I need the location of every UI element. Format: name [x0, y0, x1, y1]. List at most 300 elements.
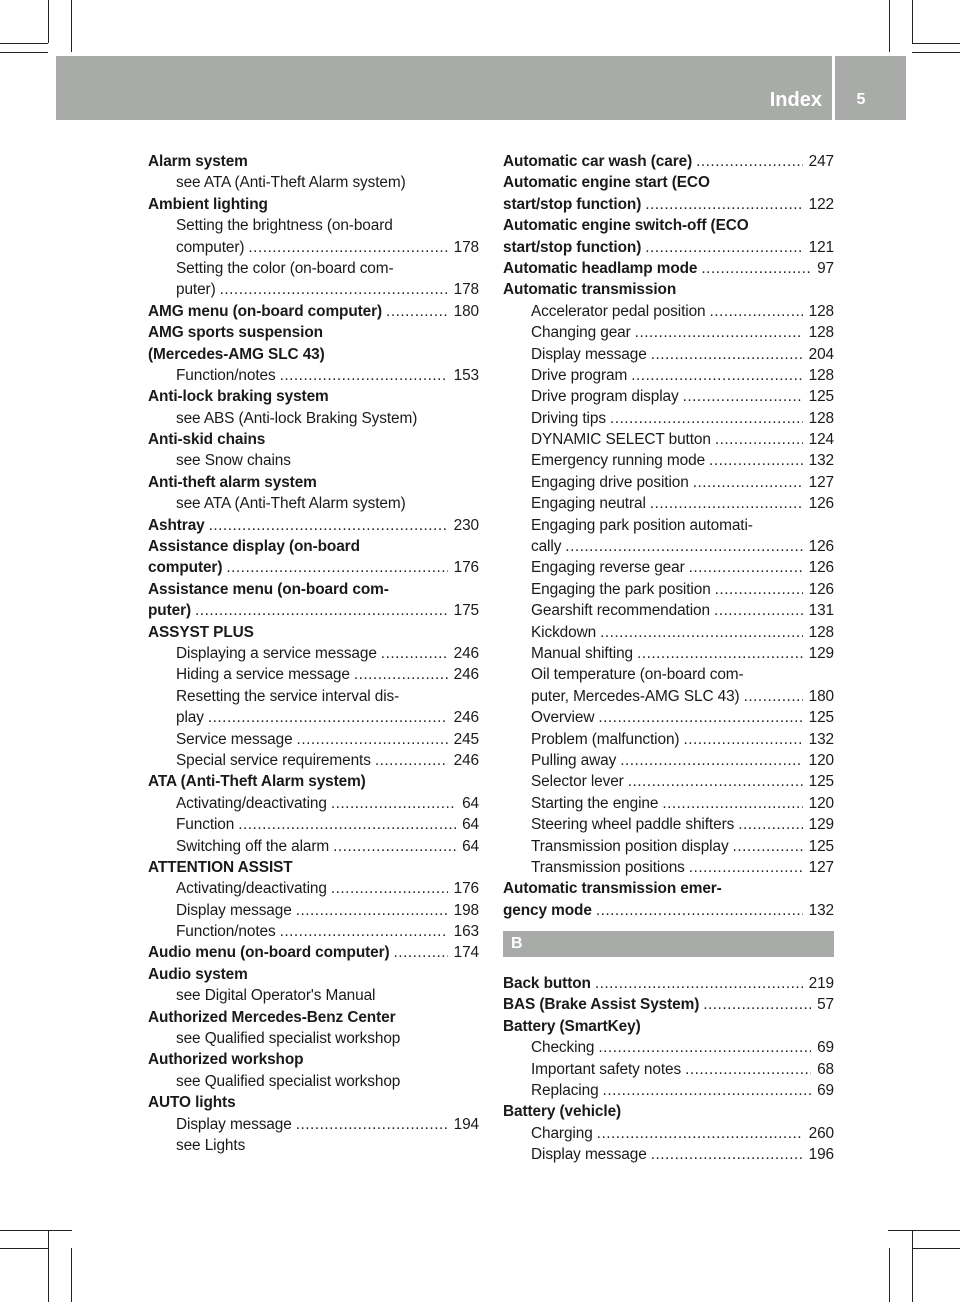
leader-dots — [744, 686, 803, 707]
index-subentry[interactable] — [503, 1037, 834, 1058]
leader-dots — [354, 664, 448, 685]
index-column-left — [148, 151, 479, 1156]
index-entry — [148, 579, 479, 600]
page-reference[interactable]: 245 — [453, 730, 479, 748]
page-reference[interactable]: 180 — [808, 687, 834, 705]
entry-text: Audio menu (on-board computer) — [148, 944, 390, 962]
index-subentry[interactable] — [503, 322, 834, 343]
crop-mark — [889, 0, 890, 52]
entry-text: Gearshift recommendation — [531, 602, 710, 620]
page-reference[interactable]: 246 — [453, 751, 479, 769]
entry-text: Battery (SmartKey) — [503, 1017, 641, 1035]
entry-text: computer) — [148, 559, 223, 577]
page-reference[interactable]: 128 — [808, 302, 834, 320]
crop-mark — [0, 43, 48, 44]
index-entry — [148, 1049, 479, 1070]
index-entry[interactable] — [503, 994, 834, 1015]
leader-dots — [715, 579, 803, 600]
leader-dots — [662, 793, 802, 814]
index-subentry[interactable] — [148, 365, 479, 386]
entry-text: Special service requirements — [176, 751, 371, 769]
index-subentry — [148, 493, 479, 514]
index-entry[interactable] — [503, 258, 834, 279]
leader-dots — [220, 279, 448, 300]
page-reference[interactable]: 126 — [808, 538, 834, 556]
crop-mark — [48, 0, 49, 43]
page-reference[interactable]: 178 — [453, 238, 479, 256]
page-reference[interactable]: 122 — [808, 195, 834, 213]
crop-mark — [888, 1230, 960, 1231]
index-subentry[interactable] — [503, 729, 834, 750]
crop-mark — [0, 52, 48, 53]
entry-text: Engaging drive position — [531, 473, 689, 491]
entry-text: Setting the brightness (on-board — [176, 217, 393, 235]
index-subentry[interactable] — [148, 900, 479, 921]
entry-text: see ATA (Anti-Theft Alarm system) — [176, 495, 406, 513]
index-subentry[interactable] — [503, 1080, 834, 1101]
leader-dots — [296, 900, 448, 921]
leader-dots — [693, 472, 803, 493]
entry-text: Automatic engine start (ECO — [503, 174, 710, 192]
page-reference[interactable]: 124 — [808, 431, 834, 449]
crop-mark — [912, 1230, 913, 1302]
entry-text: Checking — [531, 1039, 595, 1057]
leader-dots — [226, 557, 447, 578]
leader-dots — [375, 750, 448, 771]
leader-dots — [628, 771, 803, 792]
entry-text: Engaging reverse gear — [531, 559, 685, 577]
index-entry — [503, 1016, 834, 1037]
index-entry[interactable] — [148, 557, 479, 578]
crop-mark — [71, 1248, 72, 1302]
index-entry[interactable] — [148, 301, 479, 322]
index-subentry — [148, 172, 479, 193]
entry-text: see ATA (Anti-Theft Alarm system) — [176, 174, 406, 192]
leader-dots — [631, 365, 802, 386]
index-entry[interactable] — [148, 515, 479, 536]
index-subentry[interactable] — [148, 793, 479, 814]
index-subentry[interactable] — [503, 301, 834, 322]
page-reference[interactable]: 126 — [808, 559, 834, 577]
page-reference[interactable]: 196 — [808, 1146, 834, 1164]
entry-text: see Lights — [176, 1136, 246, 1154]
index-subentry[interactable] — [148, 664, 479, 685]
entry-text: gency mode — [503, 901, 592, 919]
page-reference[interactable]: 120 — [808, 794, 834, 812]
index-subentry — [148, 408, 479, 429]
page-reference[interactable]: 174 — [453, 944, 479, 962]
leader-dots — [689, 857, 803, 878]
index-subentry[interactable] — [503, 814, 834, 835]
entry-text: see Digital Operator's Manual — [176, 987, 376, 1005]
entry-text: Switching off the alarm — [176, 837, 330, 855]
index-subentry[interactable] — [503, 686, 834, 707]
index-entry — [148, 194, 479, 215]
page-reference[interactable]: 132 — [808, 452, 834, 470]
index-subentry[interactable] — [503, 450, 834, 471]
entry-text: Selector lever — [531, 773, 624, 791]
index-entry[interactable] — [148, 600, 479, 621]
page-title: Index — [769, 89, 822, 111]
entry-text: Charging — [531, 1124, 593, 1142]
index-entry — [503, 1101, 834, 1122]
leader-dots — [598, 1037, 811, 1058]
index-entry[interactable] — [503, 973, 834, 994]
page-number: 5 — [856, 91, 866, 108]
entry-text: see Qualified specialist workshop — [176, 1030, 401, 1048]
leader-dots — [209, 515, 448, 536]
page-reference[interactable]: 128 — [808, 409, 834, 427]
index-entry — [148, 1007, 479, 1028]
entry-text: Driving tips — [531, 409, 606, 427]
leader-dots — [709, 450, 803, 471]
index-subentry[interactable] — [503, 643, 834, 664]
leader-dots — [331, 878, 448, 899]
entry-text: Setting the color (on-board com- — [176, 259, 394, 277]
index-subentry — [148, 450, 479, 471]
entry-text: Authorized Mercedes-Benz Center — [148, 1008, 396, 1026]
index-entry — [148, 771, 479, 792]
leader-dots — [701, 258, 811, 279]
leader-dots — [394, 942, 448, 963]
index-subentry[interactable] — [503, 750, 834, 771]
index-entry[interactable] — [148, 942, 479, 963]
index-subentry[interactable] — [148, 878, 479, 899]
leader-dots — [650, 493, 803, 514]
page-reference[interactable]: 57 — [817, 996, 834, 1014]
entry-text: Alarm system — [148, 153, 248, 170]
page-reference[interactable]: 219 — [808, 975, 834, 993]
entry-text: Transmission position display — [531, 837, 729, 855]
index-subentry[interactable] — [148, 836, 479, 857]
entry-text: Activating/deactivating — [176, 880, 327, 898]
page-reference[interactable]: 131 — [808, 602, 834, 620]
index-subentry — [148, 215, 479, 236]
index-subentry[interactable] — [503, 857, 834, 878]
index-subentry[interactable] — [503, 1059, 834, 1080]
entry-text: Engaging the park position — [531, 580, 711, 598]
entry-text: Battery (vehicle) — [503, 1103, 622, 1121]
index-subentry[interactable] — [148, 643, 479, 664]
entry-text: Anti-skid chains — [148, 431, 266, 449]
page-reference[interactable]: 120 — [808, 751, 834, 769]
leader-dots — [683, 386, 803, 407]
page-reference[interactable]: 153 — [453, 366, 479, 384]
index-subentry — [503, 515, 834, 536]
index-subentry[interactable] — [148, 750, 479, 771]
page-reference[interactable]: 246 — [453, 666, 479, 684]
entry-text: puter) — [148, 602, 192, 620]
page-reference[interactable]: 121 — [808, 238, 834, 256]
index-subentry[interactable] — [503, 557, 834, 578]
entry-text: Overview — [531, 709, 595, 727]
entry-text: computer) — [176, 238, 245, 256]
entry-text: see Qualified specialist workshop — [176, 1072, 401, 1090]
index-subentry[interactable] — [503, 472, 834, 493]
leader-dots — [280, 365, 448, 386]
crop-mark — [912, 52, 960, 53]
entry-text: start/stop function) — [503, 195, 642, 213]
entry-text: Function/notes — [176, 923, 276, 941]
entry-text: Assistance display (on-board — [148, 538, 360, 556]
page-reference[interactable]: 129 — [808, 816, 834, 834]
entry-text: Ashtray — [148, 516, 205, 534]
page-reference[interactable]: 163 — [453, 923, 479, 941]
leader-dots — [208, 707, 448, 728]
page-reference[interactable]: 247 — [808, 153, 834, 170]
leader-dots — [598, 707, 802, 728]
entry-text: Display message — [176, 1115, 292, 1133]
entry-text: Hiding a service message — [176, 666, 350, 684]
entry-text: Starting the engine — [531, 794, 659, 812]
leader-dots — [596, 900, 803, 921]
index-subentry — [148, 686, 479, 707]
index-entry — [148, 964, 479, 985]
leader-dots — [738, 814, 802, 835]
page-reference[interactable]: 126 — [808, 495, 834, 513]
crop-mark — [889, 1248, 890, 1302]
index-subentry[interactable] — [503, 771, 834, 792]
leader-dots — [238, 814, 456, 835]
index-entry[interactable] — [503, 151, 834, 172]
index-subentry[interactable] — [503, 365, 834, 386]
page-reference[interactable]: 194 — [453, 1115, 479, 1133]
index-entry — [148, 429, 479, 450]
page-reference[interactable]: 260 — [808, 1124, 834, 1142]
leader-dots — [248, 237, 447, 258]
leader-dots — [696, 151, 803, 172]
leader-dots — [280, 921, 448, 942]
page-reference[interactable]: 180 — [453, 302, 479, 320]
leader-dots — [595, 973, 803, 994]
leader-dots — [610, 408, 803, 429]
index-subentry[interactable] — [148, 279, 479, 300]
entry-text: Anti-theft alarm system — [148, 473, 317, 491]
entry-text: Engaging park position automati- — [531, 516, 753, 534]
leader-dots — [600, 622, 803, 643]
entry-text: Function — [176, 816, 235, 834]
entry-text: Engaging neutral — [531, 495, 646, 513]
entry-text: Resetting the service interval dis- — [176, 687, 400, 705]
leader-dots — [703, 994, 811, 1015]
leader-dots — [381, 643, 448, 664]
leader-dots — [603, 1080, 812, 1101]
index-subentry[interactable] — [503, 536, 834, 557]
index-subentry[interactable] — [503, 344, 834, 365]
page-reference[interactable]: 68 — [817, 1060, 834, 1078]
entry-text: Function/notes — [176, 366, 276, 384]
entry-text: Back button — [503, 975, 591, 993]
page-reference[interactable]: 97 — [817, 259, 834, 277]
page-reference[interactable]: 64 — [462, 837, 479, 855]
entry-text: Drive program — [531, 366, 628, 384]
index-entry — [148, 536, 479, 557]
page-reference[interactable]: 198 — [453, 901, 479, 919]
leader-dots — [683, 729, 802, 750]
entry-text: see ABS (Anti-lock Braking System) — [176, 409, 418, 427]
entry-text: ATA (Anti-Theft Alarm system) — [148, 773, 366, 791]
page-reference[interactable]: 64 — [462, 794, 479, 812]
entry-text: Changing gear — [531, 324, 631, 342]
index-entry — [503, 878, 834, 899]
page-reference[interactable]: 69 — [817, 1082, 834, 1100]
page-reference[interactable]: 178 — [453, 281, 479, 299]
page-reference[interactable]: 176 — [453, 559, 479, 577]
entry-text: see Snow chains — [176, 452, 291, 470]
page-reference[interactable]: 125 — [808, 837, 834, 855]
page-reference[interactable]: 132 — [808, 730, 834, 748]
index-entry — [503, 215, 834, 236]
leader-dots — [620, 750, 802, 771]
entry-text: Pulling away — [531, 751, 617, 769]
index-subentry[interactable] — [503, 493, 834, 514]
leader-dots — [296, 1114, 448, 1135]
page-reference[interactable]: 175 — [453, 602, 479, 620]
leader-dots — [715, 429, 803, 450]
page-reference[interactable]: 132 — [808, 901, 834, 919]
index-entry[interactable] — [503, 900, 834, 921]
entry-text: Display message — [531, 345, 647, 363]
index-subentry — [148, 1135, 479, 1156]
entry-text: ATTENTION ASSIST — [148, 858, 293, 876]
index-subentry[interactable] — [503, 1144, 834, 1165]
entry-text: Activating/deactivating — [176, 794, 327, 812]
crop-mark — [912, 1248, 960, 1249]
entry-text: AMG sports suspension — [148, 324, 323, 342]
page-reference[interactable]: 246 — [453, 709, 479, 727]
page-reference[interactable]: 69 — [817, 1039, 834, 1057]
index-subentry[interactable] — [148, 921, 479, 942]
index-entry — [148, 1092, 479, 1113]
index-entry — [148, 472, 479, 493]
page-reference[interactable]: 230 — [453, 516, 479, 534]
entry-text: Authorized workshop — [148, 1051, 304, 1069]
leader-dots — [597, 1123, 803, 1144]
index-subentry[interactable] — [503, 600, 834, 621]
entry-text: puter) — [176, 281, 216, 299]
entry-text: Drive program display — [531, 388, 679, 406]
entry-text: Transmission positions — [531, 858, 685, 876]
entry-text: DYNAMIC SELECT button — [531, 431, 711, 449]
index-subentry[interactable] — [148, 707, 479, 728]
entry-text: Accelerator pedal position — [531, 302, 706, 320]
index-subentry[interactable] — [503, 1123, 834, 1144]
entry-text: Service message — [176, 730, 293, 748]
leader-dots — [651, 344, 803, 365]
entry-text: Replacing — [531, 1082, 599, 1100]
entry-text: Automatic engine switch-off (ECO — [503, 217, 749, 235]
leader-dots — [651, 1144, 803, 1165]
index-subentry[interactable] — [503, 707, 834, 728]
entry-text: Ambient lighting — [148, 195, 268, 213]
index-subentry[interactable] — [148, 729, 479, 750]
entry-text: Steering wheel paddle shifters — [531, 816, 735, 834]
page-reference[interactable]: 128 — [808, 366, 834, 384]
entry-text: cally — [531, 538, 562, 556]
entry-text: Assistance menu (on-board com- — [148, 580, 389, 598]
entry-text: Displaying a service message — [176, 644, 377, 662]
index-entry — [503, 172, 834, 193]
leader-dots — [565, 536, 802, 557]
page-reference[interactable]: 246 — [453, 644, 479, 662]
leader-dots — [714, 600, 803, 621]
page-reference[interactable]: 128 — [808, 623, 834, 641]
page-reference[interactable]: 127 — [808, 473, 834, 491]
leader-dots — [645, 194, 802, 215]
page-reference[interactable]: 125 — [808, 388, 834, 406]
leader-dots — [637, 643, 803, 664]
page-reference[interactable]: 125 — [808, 773, 834, 791]
index-subentry[interactable] — [503, 579, 834, 600]
index-subentry[interactable] — [503, 622, 834, 643]
crop-mark — [912, 43, 960, 44]
index-entry[interactable] — [503, 194, 834, 215]
index-entry — [148, 344, 479, 365]
page-reference[interactable]: 125 — [808, 709, 834, 727]
entry-text: Automatic transmission emer- — [503, 880, 722, 898]
leader-dots — [645, 237, 802, 258]
leader-dots — [733, 836, 803, 857]
entry-text: Automatic transmission — [503, 281, 677, 299]
index-subentry — [148, 258, 479, 279]
index-subentry[interactable] — [148, 1114, 479, 1135]
leader-dots — [333, 836, 456, 857]
entry-text: (Mercedes-AMG SLC 43) — [148, 345, 325, 363]
page-reference[interactable]: 176 — [453, 880, 479, 898]
entry-text: Kickdown — [531, 623, 597, 641]
page-reference[interactable]: 64 — [462, 816, 479, 834]
leader-dots — [685, 1059, 811, 1080]
entry-text: Manual shifting — [531, 644, 634, 662]
page-reference[interactable]: 204 — [808, 345, 834, 363]
crop-mark — [0, 1230, 72, 1231]
page-reference[interactable]: 128 — [808, 324, 834, 342]
index-subentry[interactable] — [148, 237, 479, 258]
index-entry — [148, 151, 479, 172]
crop-mark — [912, 0, 913, 43]
page-reference[interactable]: 127 — [808, 858, 834, 876]
page-reference[interactable]: 129 — [808, 644, 834, 662]
index-subentry[interactable] — [503, 836, 834, 857]
entry-text: AUTO lights — [148, 1094, 236, 1112]
entry-text: Display message — [176, 901, 292, 919]
index-subentry — [503, 664, 834, 685]
entry-text: Display message — [531, 1146, 647, 1164]
crop-mark — [71, 0, 72, 52]
index-subentry — [148, 985, 479, 1006]
leader-dots — [195, 600, 448, 621]
entry-text: start/stop function) — [503, 238, 642, 256]
entry-text: BAS (Brake Assist System) — [503, 996, 700, 1014]
crop-mark — [0, 1248, 48, 1249]
index-entry — [148, 622, 479, 643]
index-subentry[interactable] — [503, 408, 834, 429]
entry-text: Problem (malfunction) — [531, 730, 680, 748]
index-entry — [148, 857, 479, 878]
index-subentry[interactable] — [503, 793, 834, 814]
index-section-heading: B — [503, 931, 834, 957]
entry-text: ASSYST PLUS — [148, 623, 254, 641]
index-entry[interactable] — [503, 237, 834, 258]
index-subentry[interactable] — [503, 386, 834, 407]
entry-text: Anti-lock braking system — [148, 388, 329, 406]
index-subentry[interactable] — [503, 429, 834, 450]
entry-text: play — [176, 709, 204, 727]
page-reference[interactable]: 126 — [808, 580, 834, 598]
index-entry — [148, 386, 479, 407]
index-subentry[interactable] — [148, 814, 479, 835]
index-entry — [148, 322, 479, 343]
